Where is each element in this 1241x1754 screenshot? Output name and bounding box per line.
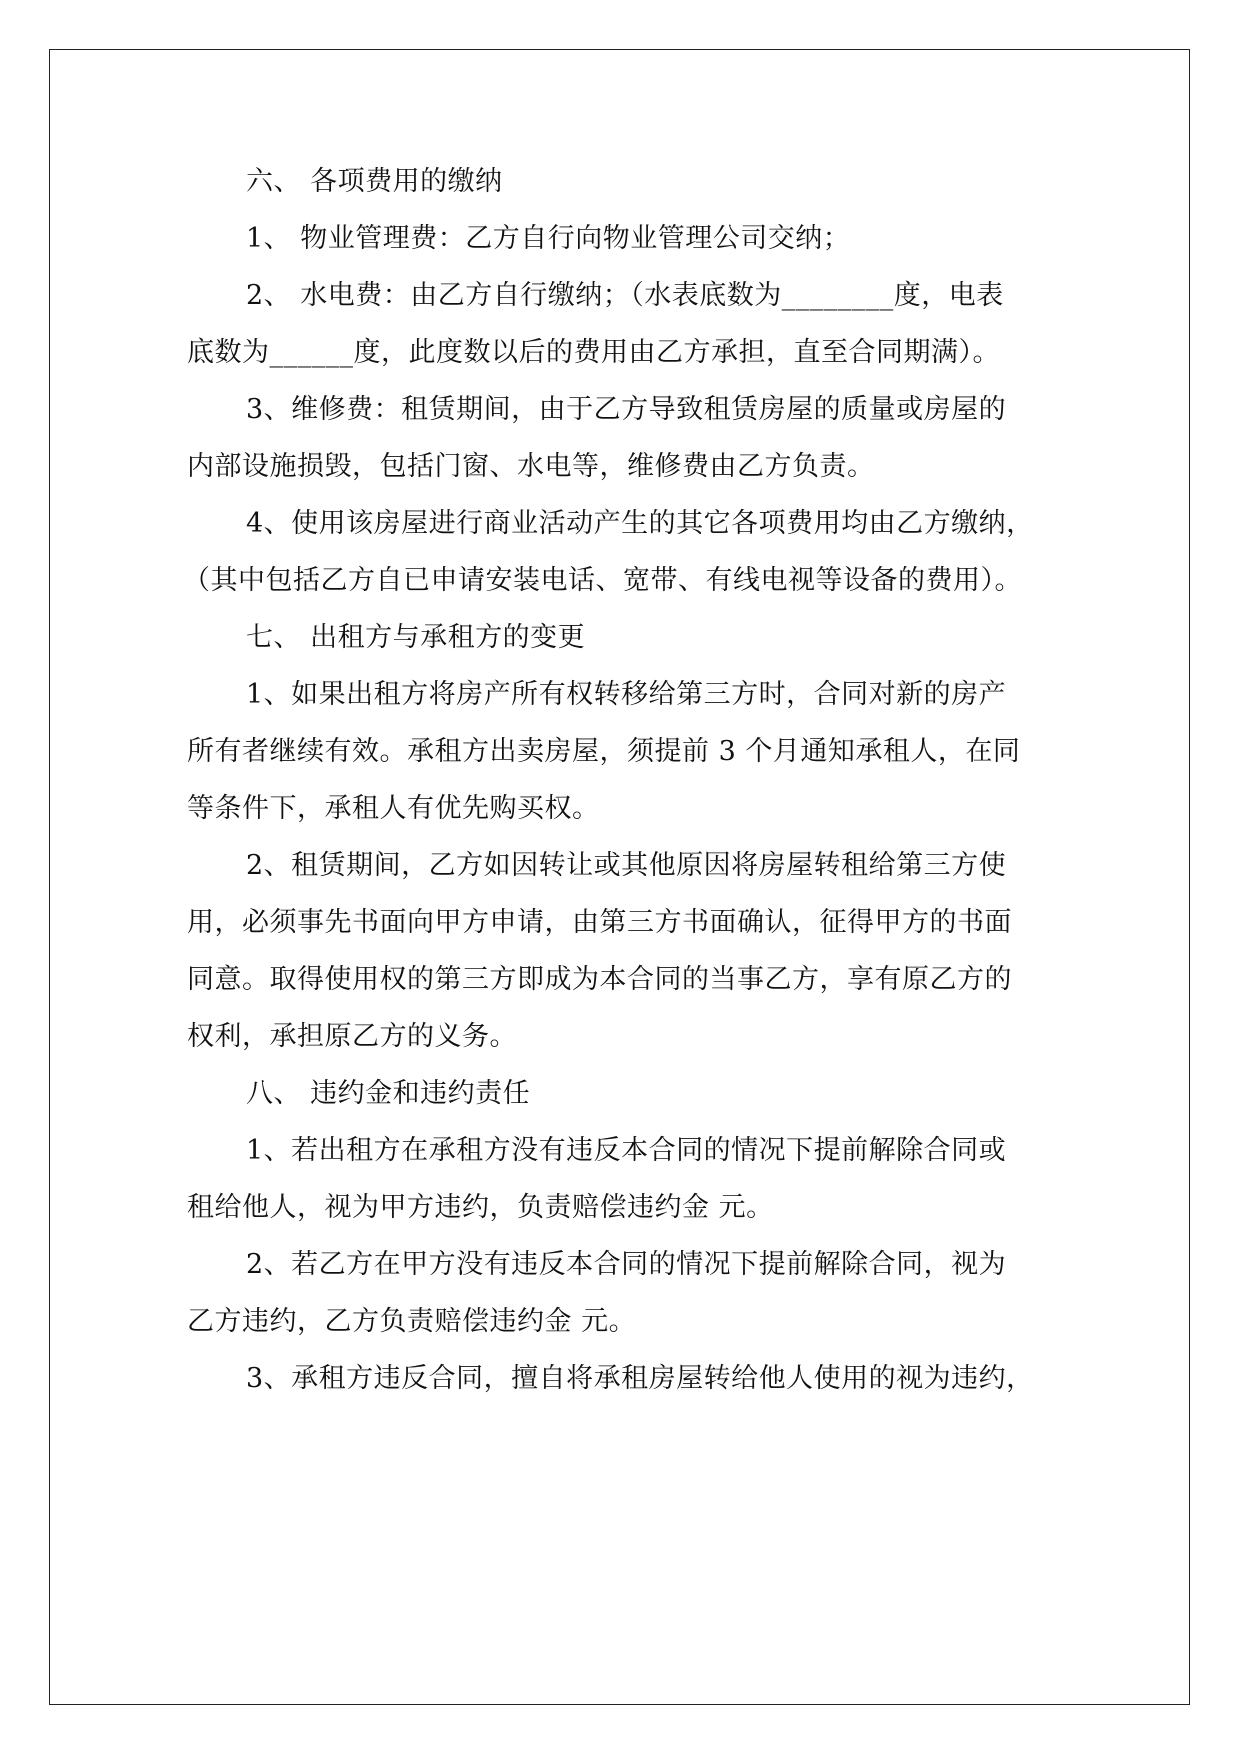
paragraph-sublease-line-4: 权利，承担原乙方的义务。 — [187, 1021, 517, 1052]
paragraph-lessor-breach-line-2: 租给他人，视为甲方违约，负责赔偿违约金 元。 — [187, 1192, 774, 1223]
section-heading-fees: 六、 各项费用的缴纳 — [246, 166, 503, 197]
paragraph-lessor-breach-line-1: 1、若出租方在承租方没有违反本合同的情况下提前解除合同或 — [246, 1135, 1007, 1166]
paragraph-lessee-breach-line-1: 2、若乙方在甲方没有违反本合同的情况下提前解除合同，视为 — [246, 1249, 1007, 1280]
paragraph-ownership-line-2: 所有者继续有效。承租方出卖房屋，须提前 3 个月通知承租人，在同 — [187, 736, 1021, 767]
paragraph-property-fee: 1、 物业管理费：乙方自行向物业管理公司交纳； — [246, 223, 851, 254]
paragraph-ownership-line-3: 等条件下，承租人有优先购买权。 — [187, 793, 600, 824]
paragraph-utilities-line-1: 2、 水电费：由乙方自行缴纳；（水表底数为________度，电表 — [246, 280, 1004, 311]
paragraph-other-fees-line-1: 4、使用该房屋进行商业活动产生的其它各项费用均由乙方缴纳， — [246, 508, 1034, 539]
paragraph-maintenance-line-2: 内部设施损毁，包括门窗、水电等，维修费由乙方负责。 — [187, 451, 875, 482]
paragraph-lessee-breach-line-2: 乙方违约，乙方负责赔偿违约金 元。 — [187, 1306, 637, 1337]
paragraph-other-fees-line-2: （其中包括乙方自已申请安装电话、宽带、有线电视等设备的费用）。 — [183, 565, 1022, 596]
paragraph-sublease-line-3: 同意。取得使用权的第三方即成为本合同的当事乙方，享有原乙方的 — [187, 964, 1012, 995]
paragraph-sublease-line-2: 用，必须事先书面向甲方申请，由第三方书面确认，征得甲方的书面 — [187, 907, 1012, 938]
section-heading-breach: 八、 违约金和违约责任 — [246, 1078, 531, 1109]
paragraph-utilities-line-2: 底数为______度，此度数以后的费用由乙方承担，直至合同期满）。 — [187, 337, 1000, 368]
paragraph-maintenance-line-1: 3、维修费：租赁期间，由于乙方导致租赁房屋的质量或房屋的 — [246, 394, 1007, 425]
paragraph-sublease-line-1: 2、租赁期间，乙方如因转让或其他原因将房屋转租给第三方使 — [246, 850, 1007, 881]
paragraph-ownership-line-1: 1、如果出租方将房产所有权转移给第三方时，合同对新的房产 — [246, 679, 1007, 710]
paragraph-transfer-breach-line-1: 3、承租方违反合同，擅自将承租房屋转给他人使用的视为违约， — [246, 1363, 1034, 1394]
section-heading-party-change: 七、 出租方与承租方的变更 — [246, 622, 586, 653]
